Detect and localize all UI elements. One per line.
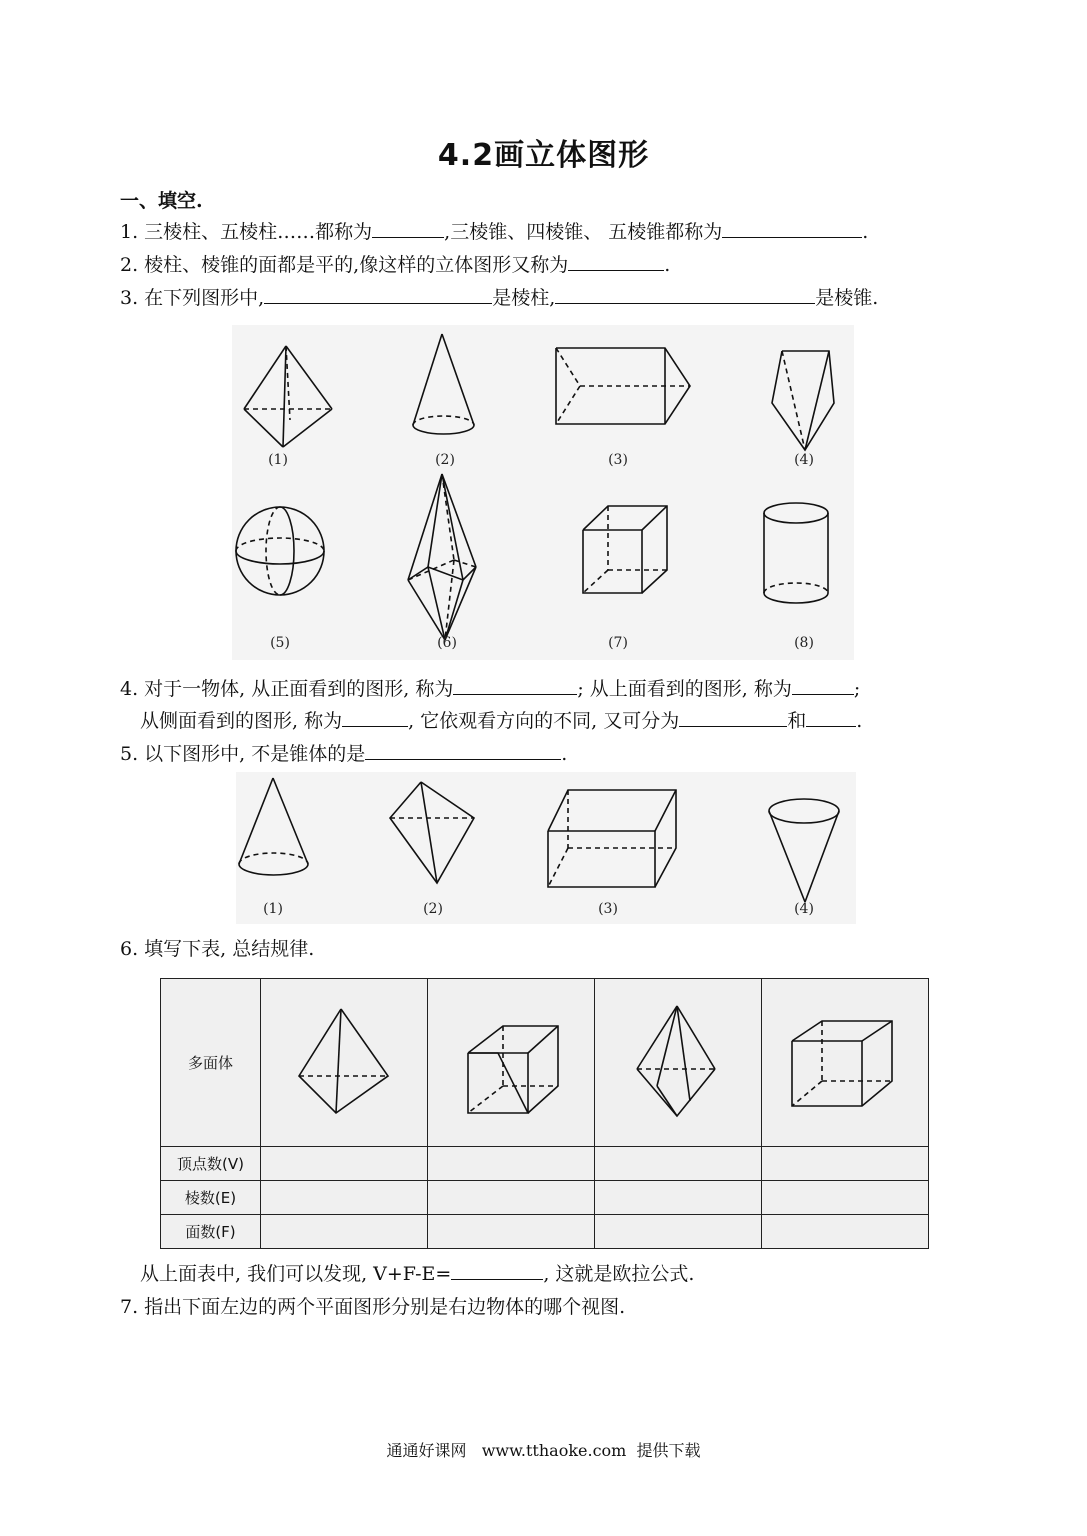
pyramid-figure-table xyxy=(595,981,761,1141)
table-cell[interactable] xyxy=(762,1181,929,1215)
question-3-text-c: 是棱锥. xyxy=(815,287,879,309)
row-header-vertices: 顶点数(V) xyxy=(161,1147,261,1181)
footer-text: 通通好课网 www.tthaoke.com 提供下载 xyxy=(386,1441,701,1460)
row-header-faces: 面数(F) xyxy=(161,1215,261,1249)
figure-caption: (7) xyxy=(608,635,628,651)
table-cell[interactable] xyxy=(428,1147,595,1181)
prism-figure-table xyxy=(762,981,928,1141)
table-cell xyxy=(261,979,428,1147)
question-7: 7. 指出下面左边的两个平面图形分别是右边物体的哪个视图. xyxy=(120,1296,626,1318)
figure-caption: (4) xyxy=(794,901,814,917)
figure-caption: (1) xyxy=(263,901,283,917)
cone-figure-q5-4 xyxy=(769,799,839,902)
table-cell[interactable] xyxy=(428,1215,595,1249)
table-cell[interactable] xyxy=(762,1215,929,1249)
table-cell[interactable] xyxy=(595,1215,762,1249)
table-row xyxy=(161,1215,929,1249)
polyhedron-table xyxy=(160,978,929,1249)
question-4-text-b: ; 从上面看到的图形, 称为 xyxy=(577,678,792,700)
question-4-text-g: . xyxy=(856,710,863,732)
table-row xyxy=(161,1147,929,1181)
parallelepiped-figure-table xyxy=(428,981,594,1141)
table-cell[interactable] xyxy=(261,1215,428,1249)
table-cell[interactable] xyxy=(261,1147,428,1181)
question-4-text-f: 和 xyxy=(787,710,807,732)
question-2-text-a: 2. 棱柱、棱锥的面都是平的,像这样的立体图形又称为 xyxy=(120,254,569,276)
table-row xyxy=(161,1181,929,1215)
tetrahedron-figure-q5-2 xyxy=(390,782,474,883)
table-cell xyxy=(762,979,929,1147)
question-1-text-a: 1. 三棱柱、五棱柱……都称为 xyxy=(120,221,373,243)
cone-figure-q5-1 xyxy=(239,778,308,875)
figure-caption: (5) xyxy=(270,635,290,651)
question-5-text-b: . xyxy=(561,743,568,765)
question-1-text-c: . xyxy=(862,221,869,243)
figure-caption: (2) xyxy=(423,901,443,917)
figure-caption: (3) xyxy=(608,452,628,468)
figure-caption: (2) xyxy=(435,452,455,468)
question-4-text-a: 4. 对于一物体, 从正面看到的图形, 称为 xyxy=(120,678,454,700)
table-cell[interactable] xyxy=(595,1147,762,1181)
table-cell[interactable] xyxy=(428,1181,595,1215)
euler-formula-line xyxy=(140,1261,694,1287)
question-5-text-a: 5. 以下图形中, 不是锥体的是 xyxy=(120,743,366,765)
row-header-edges: 棱数(E) xyxy=(161,1181,261,1215)
tetrahedron-figure-table xyxy=(261,981,427,1141)
table-row xyxy=(161,979,929,1147)
figure-caption: (8) xyxy=(794,635,814,651)
figure-caption: (1) xyxy=(268,452,288,468)
row-header-polyhedron: 多面体 xyxy=(161,979,261,1147)
question-1-text-b: ,三棱锥、四棱锥、 五棱锥都称为 xyxy=(444,221,723,243)
section-heading: 一、填空. xyxy=(120,190,203,212)
question-2-text-b: . xyxy=(664,254,671,276)
question-3-text-a: 3. 在下列图形中, xyxy=(120,287,265,309)
figure-caption: (6) xyxy=(437,635,457,651)
question-4-text-e: , 它依观看方向的不同, 又可分为 xyxy=(408,710,680,732)
euler-text-a: 从上面表中, 我们可以发现, V+F-E= xyxy=(140,1263,452,1285)
euler-text-b: , 这就是欧拉公式. xyxy=(543,1263,695,1285)
question-4-text-c: ; xyxy=(853,678,861,700)
table-cell[interactable] xyxy=(762,1147,929,1181)
question-6: 6. 填写下表, 总结规律. xyxy=(120,938,315,960)
table-cell xyxy=(595,979,762,1147)
table-cell[interactable] xyxy=(261,1181,428,1215)
question-4-text-d: 从侧面看到的图形, 称为 xyxy=(140,710,343,732)
question-3-text-b: 是棱柱, xyxy=(492,287,556,309)
page-title: 4.2画立体图形 xyxy=(437,138,650,173)
table-cell[interactable] xyxy=(595,1181,762,1215)
figure-caption: (4) xyxy=(794,452,814,468)
figure-caption: (3) xyxy=(598,901,618,917)
cuboid-figure-q5-3 xyxy=(548,790,676,887)
answer-blank[interactable] xyxy=(451,1261,543,1280)
table-cell xyxy=(428,979,595,1147)
